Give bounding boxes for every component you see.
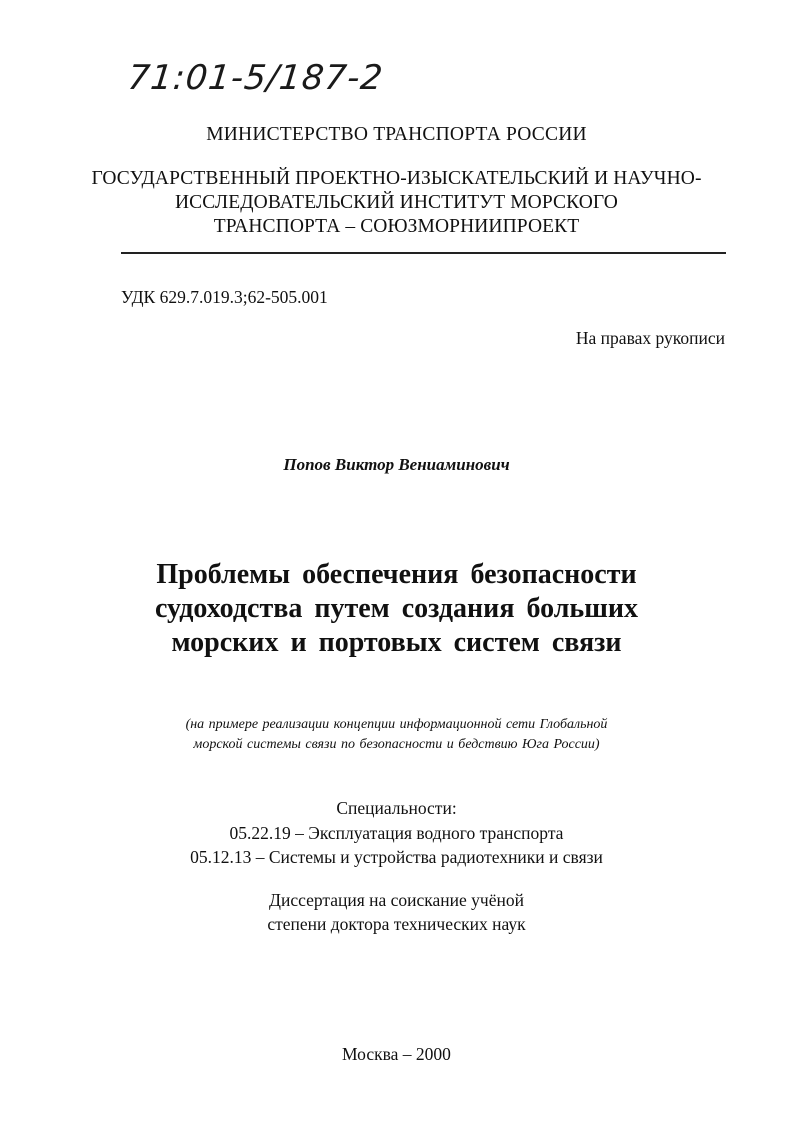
header-divider: [121, 252, 726, 254]
subtitle-line: морской системы связи по безопасности и бедствию Юга России): [193, 737, 600, 752]
institute-line: ТРАНСПОРТА – СОЮЗМОРНИИПРОЕКТ: [213, 216, 580, 237]
city-year: Москва – 2000: [342, 1044, 451, 1064]
thesis-title: [0, 558, 793, 660]
author-name: Попов Виктор Вениаминович: [283, 455, 510, 474]
title-line: судоходства путем создания больших: [154, 593, 639, 624]
ministry-name: МИНИСТЕРСТВО ТРАНСПОРТА РОССИИ: [206, 124, 587, 145]
thesis-subtitle: [0, 715, 793, 755]
udk-code: УДК 629.7.019.3;62-505.001: [121, 287, 328, 307]
subtitle-line: (на примере реализации концепции информационной сети Глобальной: [185, 717, 608, 732]
archive-code: 71:01-5/187-2: [125, 58, 386, 98]
specialties-heading: Специальности:: [336, 798, 457, 818]
specialty-item: 05.12.13 – Системы и устройства радиотехники и связи: [190, 847, 603, 867]
dissertation-note: [0, 888, 793, 936]
institute-line: ГОСУДАРСТВЕННЫЙ ПРОЕКТНО-ИЗЫСКАТЕЛЬСКИЙ И НАУЧНО-: [91, 168, 702, 189]
rights-note: На правах рукописи: [575, 328, 725, 348]
dissertation-line: Диссертация на соискание учёной: [269, 890, 524, 910]
specialty-item: 05.22.19 – Эксплуатация водного транспорта: [229, 822, 564, 843]
institute-name: [0, 167, 793, 239]
title-line: морских и портовых систем связи: [171, 627, 622, 658]
title-line: Проблемы обеспечения безопасности: [156, 559, 637, 590]
dissertation-line: степени доктора технических наук: [267, 914, 526, 934]
specialties-block: [0, 796, 793, 870]
institute-line: ИССЛЕДОВАТЕЛЬСКИЙ ИНСТИТУТ МОРСКОГО: [175, 192, 618, 213]
